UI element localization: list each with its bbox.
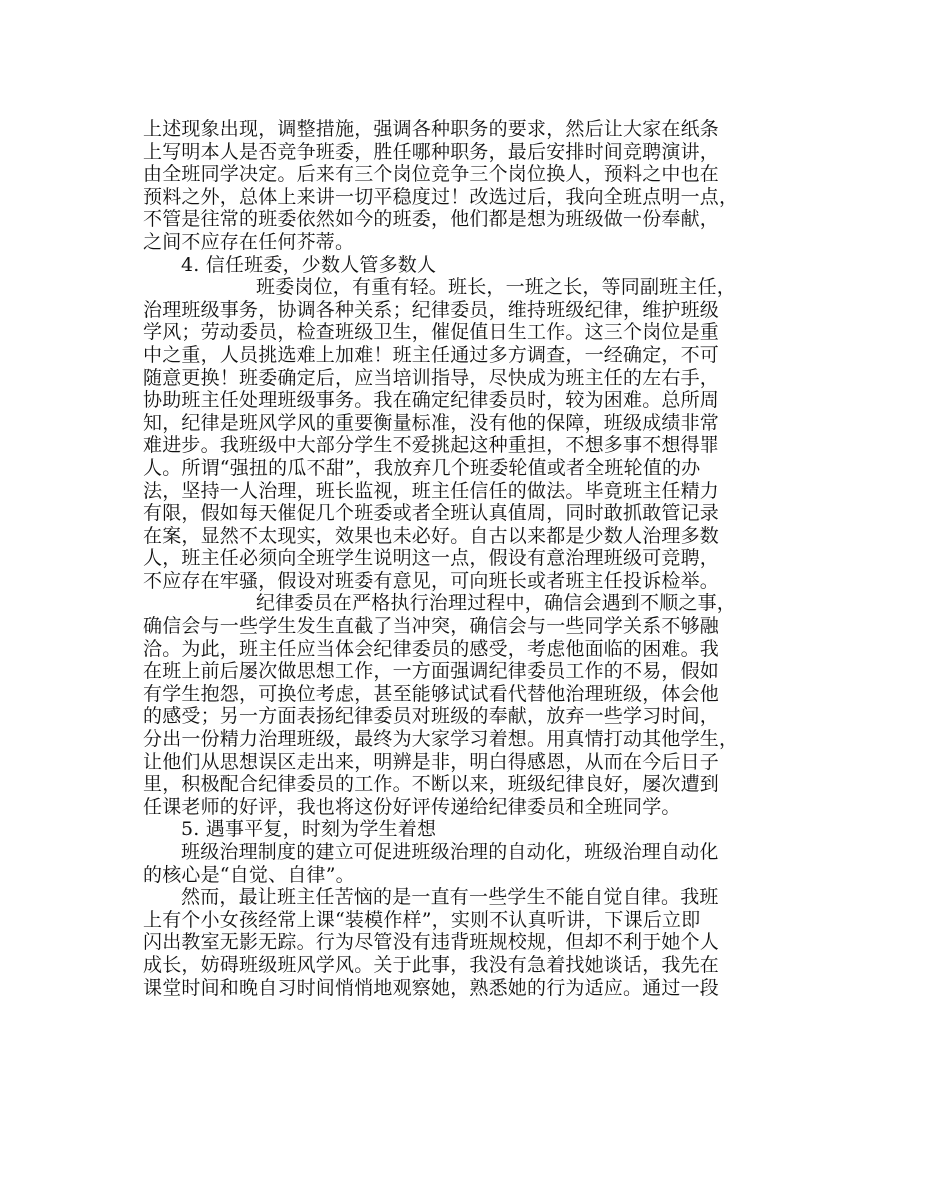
text-line: 人，班主任必须向全班学生说明这一点，假设有意治理班级可竞聘， <box>143 547 720 570</box>
text-line: 预料之外，总体上来讲一切平稳度过！改选过后，我向全班点明一点， <box>143 185 739 208</box>
text-line: 纪律委员在严格执行治理过程中，确信会遇到不顺之事， <box>256 592 737 615</box>
text-line: 中之重，人员挑选难上加难！班主任通过多方调查，一经确定，不可 <box>143 343 720 366</box>
document-body <box>143 118 829 999</box>
text-line: 由全班同学决定。后来有三个岗位竞争三个岗位换人，预料之中也在 <box>143 163 720 186</box>
section-heading: 4. 信任班委，少数人管多数人 <box>181 253 437 276</box>
text-line: 分出一份精力治理班级，最终为大家学习着想。用真情打动其他学生， <box>143 728 739 751</box>
section-heading: 5. 遇事平复，时刻为学生着想 <box>181 818 437 841</box>
text-line: 课堂时间和晚自习时间悄悄地观察她，熟悉她的行为适应。通过一段 <box>143 976 720 999</box>
text-line: 让他们从思想误区走出来，明辨是非，明白得感恩，从而在今后日子 <box>143 750 720 773</box>
text-line: 难进步。我班级中大部分学生不爱挑起这种重担，不想多事不想得罪 <box>143 434 720 457</box>
text-line: 的核心是“自觉、自律”。 <box>143 863 355 886</box>
text-line: 学风；劳动委员，检查班级卫生，催促值日生工作。这三个岗位是重 <box>143 321 720 344</box>
text-line: 然而，最让班主任苦恼的是一直有一些学生不能自觉自律。我班 <box>181 886 719 909</box>
text-line: 上有个小女孩经常上课“装模作样”，实则不认真听讲，下课后立即 <box>143 908 701 931</box>
text-line: 不管是往常的班委依然如今的班委，他们都是想为班级做一份奉献， <box>143 208 720 231</box>
text-line: 成长，妨碍班级班风学风。关于此事，我没有急着找她谈话，我先在 <box>143 953 720 976</box>
text-line: 治理班级事务，协调各种关系；纪律委员，维持班级纪律，维护班级 <box>143 298 720 321</box>
text-line: 确信会与一些学生发生直截了当冲突，确信会与一些同学关系不够融 <box>143 615 720 638</box>
text-line: 上写明本人是否竞争班委，胜任哪种职务，最后安排时间竞聘演讲， <box>143 140 720 163</box>
text-line: 在案，显然不太现实，效果也未必好。自古以来都是少数人治理多数 <box>143 524 720 547</box>
text-line: 里，积极配合纪律委员的工作。不断以来，班级纪律良好，屡次遭到 <box>143 773 720 796</box>
text-line: 不应存在牢骚，假设对班委有意见，可向班长或者班主任投诉检举。 <box>143 569 720 592</box>
text-line: 的感受；另一方面表扬纪律委员对班级的奉献，放弃一些学习时间， <box>143 705 720 728</box>
text-line: 有限，假如每天催促几个班委或者全班认真值周，同时敢抓敢管记录 <box>143 502 720 525</box>
text-line: 知，纪律是班风学风的重要衡量标准，没有他的保障，班级成绩非常 <box>143 411 720 434</box>
text-line: 随意更换！班委确定后，应当培训指导，尽快成为班主任的左右手， <box>143 366 720 389</box>
text-line: 洽。为此，班主任应当体会纪律委员的感受，考虑他面临的困难。我 <box>143 637 720 660</box>
text-line: 班级治理制度的建立可促进班级治理的自动化，班级治理自动化 <box>181 841 719 863</box>
text-line: 人。所谓“强扭的瓜不甜”，我放弃几个班委轮值或者全班轮值的办 <box>143 456 701 479</box>
text-line: 协助班主任处理班级事务。我在确定纪律委员时，较为困难。总所周 <box>143 389 720 412</box>
text-line: 任课老师的好评，我也将这份好评传递给纪律委员和全班同学。 <box>143 795 681 818</box>
text-line: 闪出教室无影无踪。行为尽管没有违背班规校规，但却不利于她个人 <box>143 931 720 954</box>
text-line: 之间不应存在任何芥蒂。 <box>143 230 355 253</box>
text-line: 法，坚持一人治理，班长监视，班主任信任的做法。毕竟班主任精力 <box>143 479 720 502</box>
text-line: 有学生抱怨，可换位考虑，甚至能够试试看代替他治理班级，体会他 <box>143 682 720 705</box>
text-line: 班委岗位，有重有轻。班长，一班之长，等同副班主任， <box>256 276 737 299</box>
text-line: 上述现象出现，调整措施，强调各种职务的要求，然后让大家在纸条 <box>143 118 720 140</box>
text-line: 在班上前后屡次做思想工作，一方面强调纪律委员工作的不易，假如 <box>143 660 720 683</box>
